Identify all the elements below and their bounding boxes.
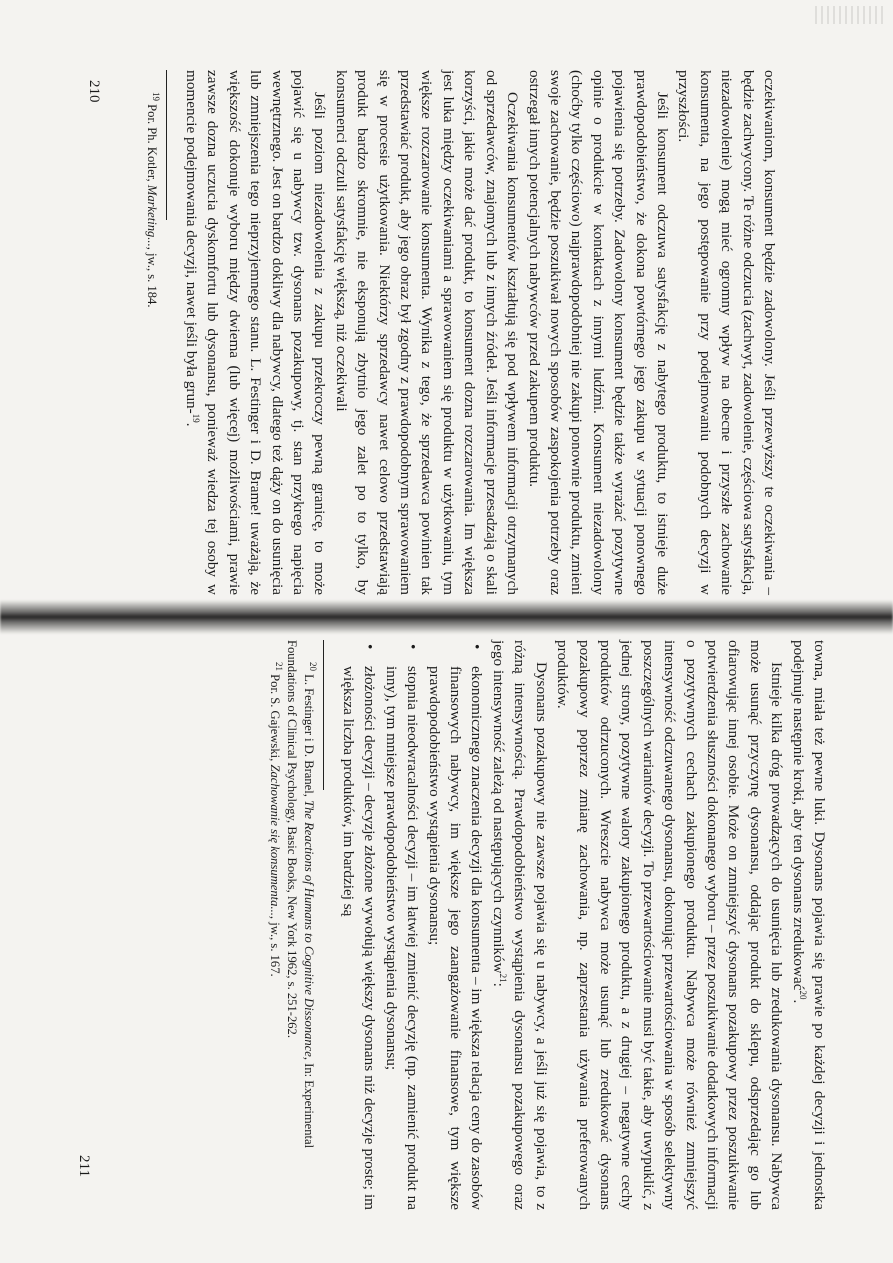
page-210	[100, 70, 780, 595]
paragraph: Oczekiwania konsumentów kształtują się pod wpływem informacji otrzymanych od sprzedawców, znajomych lub z innych źródeł. Jeśli informacje przesadzają o skali korzyści, jakie może dać produkt, to konsument dozna rozczarowania. Im większa jest luka między oczekiwaniami a sprawowaniem się produktu w użytkowaniu, tym większe rozczarowanie konsumenta. Wynika z tego, że sprzedawca powinien tak przedstawiać produkt, aby jego obraz był zgodny z prawdopodobnym sprawowaniem się w procesie użytkowania. Niektórzy sprzedawcy nawet celowo przedstawiają produkt bardzo skromnie, nie eksponują zbytnio jego zalet po to tylko, by konsumenci odczuli satysfakcję większą, niż oczekiwali	[332, 70, 522, 595]
paragraph: oczekiwaniom, konsument będzie zadowolony. Jeśli przewyższy te oczekiwania – będzie zachwycony. Te różne odczucia (zachwyt, zadowolenie, częściowa satysfakcja, niezadowolenie) mogą mieć ogromny wpływ na obecne i przyszłe zachowanie konsumenta, na jego postępowanie przy podejmowaniu podobnych decyzji w przyszłości.	[675, 70, 778, 595]
list-item: • ekonomicznego znaczenia decyzji dla konsumenta – im większa relacja ceny do zasobów finansowych nabywcy, im większe jego zaangażowanie finansowe, tym większe prawdopodobieństwo wystąpienia dysonansu;	[423, 640, 487, 1210]
footnote: $^{20}$ L. Festinger i D. Branel, The Reactions of Humans to Cognitive Dissonance, In: Experimental Foundations of Clinical Psychology, Basic Books, New York 1962, s. 251-262.	[284, 640, 318, 1149]
footnote-ref: 21	[497, 973, 508, 983]
paragraph: Istnieje kilka dróg prowadzących do usunięcia lub zredukowania dysonansu. Nabywca może usunąć przyczynę dysonansu, oddając produkt do sklepu, odsprzedając go lub ofiarowując innej osobie. Może on zmniejszyć dysonans pozakupowy przez poszukiwanie potwierdzenia słuszności dokonanego wyboru – przez poszukiwanie dodatkowych informacji o pozytywnych cechach zakupionego produktu. Nabywca może również zmniejszyć intensywność odczuwanego dysonansu, dokonując przewartościowania w sposób selektywny poszczególnych wariantów decyzji. To przewartościowanie musi być takie, aby uwypuklić, z jednej strony, pozytywne walory zakupionego produktu, a z drugiej – negatywne cechy produktów odrzuconych. Wreszcie nabywca może usunąć lub zredukować dysonans pozakupowy poprzez zmianę zachowania, np. zaprzestania używania preferowanych produktów.	[554, 640, 786, 1210]
footnote: $^{19}$ Por. Ph. Kotler, Marketing..., jw., s. 184.	[144, 92, 161, 308]
footnote: $^{21}$ Por. S. Gajewski, Zachowanie się konsumenta..., jw., s. 167.	[267, 662, 284, 977]
paragraph: Jeśli poziom niezadowolenia z zakupu przekroczy pewną granicę, to może pojawić się u nabywcy tzw. dysonans pozakupowy, tj. stan przykrego napięcia wewnętrznego. Jest on bardzo dokliwy dla nabywcy, dlatego też dąży on do usunięcia lub zmniejszenia tego nieprzyjemnego stanu. L. Festinger i D. Brame! uważają, że większość dokonuje wyboru między dwiema (lub więcej) możliwościami, prawie zawsze dozna uczucia dyskomfortu lub dysonansu, ponieważ wiedza tej osoby w momencie podejmowania decyzji, nawet jeśli była grun-$^{19}$.	[183, 70, 329, 595]
paragraph: Dysonans pozakupowy nie zawsze pojawia się u nabywcy, a jeśli już się pojawia, to z różną intensywnością. Prawdopodobieństwo wystąpienia dysonansu pozakupowego oraz jego intensywność zależą od następujących czynników$^{21}$:	[489, 640, 550, 1210]
footnote-ref: 20	[797, 990, 808, 1000]
list-item: • złożoności decyzji – decyzje złożone wywołują większy dysonans niż decyzje proste; im większa liczba produktów, im bardziej są	[338, 640, 381, 1210]
footnote-rule	[323, 640, 324, 790]
page-211	[110, 640, 830, 1210]
page-number-right: 211	[76, 1155, 92, 1177]
book-fold-shadow	[0, 600, 893, 634]
page-number-left: 210	[86, 80, 102, 103]
footnote-rule	[166, 70, 167, 220]
list-item: • stopnia nieodwracalności decyzji – im łatwiej zmienić decyzję (np. zamienić produkt na inny), tym mniejsze prawdopodobieństwo wystąpienia dysonansu;	[380, 640, 423, 1210]
footnote-ref: 19	[191, 413, 202, 423]
paragraph: Jeśli konsument odczuwa satysfakcję z nabytego produktu, to istnieje duże prawdopodobieństwo, że dokona powtórnego jego zakupu w sytuacji ponownego pojawienia się potrzeby. Zadowolony konsument będzie także wyrażać pozytywne opinie o produkcie w kontaktach z innymi ludźmi. Konsument niezadowolony (choćby tylko częściowo) najprawdopodobniej nie zakupi ponownie produktu, zmieni swoje zachowanie, będzie poszukiwał nowych sposobów zaspokojenia potrzeby oraz ostrzegał innych potencjalnych nabywców przed zakupem produktu.	[525, 70, 671, 595]
scan-speckle	[815, 6, 885, 24]
paragraph: towna, miała też pewne luki. Dysonans pojawia się prawie po każdej decyzji i jednostka podejmuje następnie kroki, aby ten dysonans zredukować$^{20}$.	[789, 640, 828, 1210]
